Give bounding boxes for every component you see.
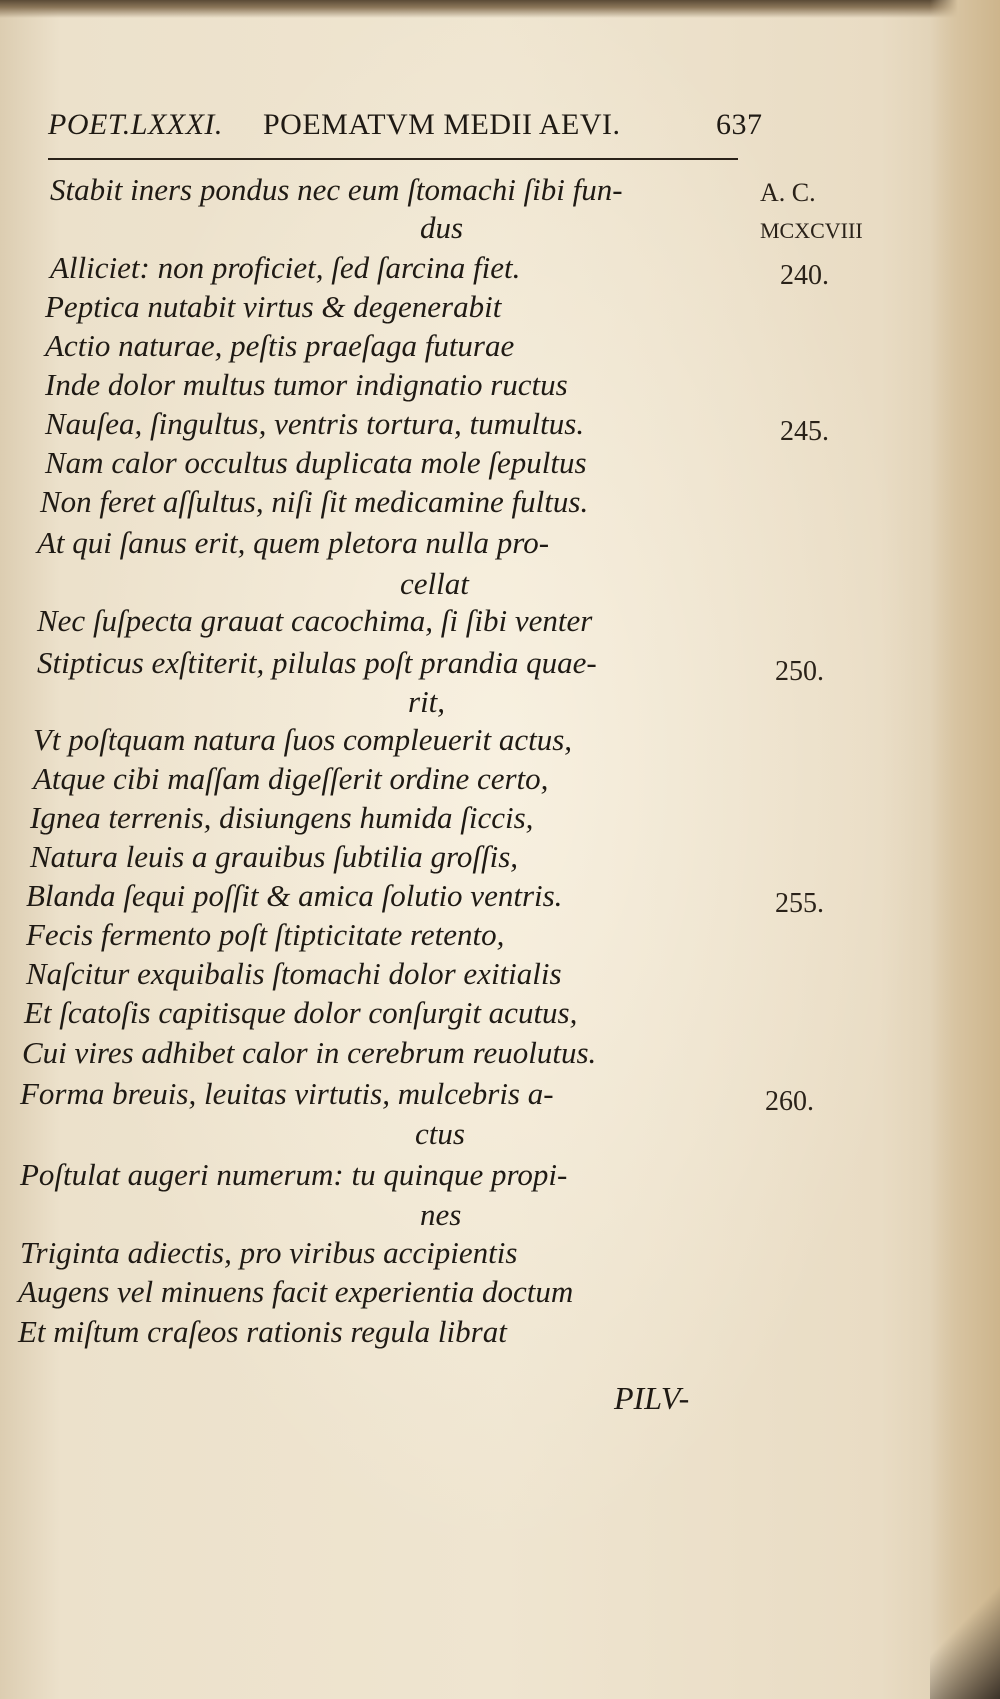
header-title: POEMATVM MEDII AEVI. bbox=[263, 108, 621, 141]
verse-line: Augens vel minuens facit experientia doctum bbox=[18, 1274, 574, 1309]
verse-line: Stabit iners pondus nec eum ſtomachi ſibi fun- bbox=[50, 172, 623, 207]
verse-line: Triginta adiectis, pro viribus accipientis bbox=[20, 1235, 518, 1270]
verse-line: Et miſtum craſeos rationis regula librat bbox=[18, 1314, 507, 1349]
verse-line: Cui vires adhibet calor in cerebrum reuolutus. bbox=[22, 1035, 597, 1070]
verse-line: Ignea terrenis, disiungens humida ſiccis, bbox=[30, 800, 534, 835]
line-number: 245. bbox=[780, 416, 829, 447]
verse-line: rit, bbox=[408, 684, 446, 719]
verse-line: Nec ſuſpecta grauat cacochima, ſi ſibi venter bbox=[37, 603, 593, 638]
header-rule bbox=[48, 158, 738, 160]
verse-line: Naſcitur exquibalis ſtomachi dolor exitialis bbox=[26, 956, 562, 991]
verse-line: Natura leuis a grauibus ſubtilia groſſis, bbox=[30, 839, 519, 874]
verse-line: Non feret aſſultus, niſi ſit medicamine fultus. bbox=[40, 484, 589, 519]
page-top-edge bbox=[0, 0, 1000, 18]
verse-line: At qui ſanus erit, quem pletora nulla pro- bbox=[37, 525, 550, 560]
verse-line: Actio naturae, peſtis praeſaga futurae bbox=[45, 328, 515, 363]
verse-line: Poſtulat augeri numerum: tu quinque propi- bbox=[20, 1157, 568, 1192]
page-right-edge bbox=[930, 0, 1000, 1699]
verse-line: Inde dolor multus tumor indignatio ructus bbox=[45, 367, 568, 402]
verse-line: Alliciet: non proficiet, ſed ſarcina fiet. bbox=[50, 250, 521, 285]
catchword: PILV- bbox=[614, 1380, 690, 1416]
verse-line: Et ſcatoſis capitisque dolor conſurgit acutus, bbox=[24, 995, 578, 1030]
margin-year: MCXCVIII bbox=[760, 218, 863, 243]
line-number: 255. bbox=[775, 888, 824, 919]
verse-line: cellat bbox=[400, 566, 469, 601]
verse-line: Vt poſtquam natura ſuos compleuerit actus, bbox=[33, 722, 573, 757]
verse-line: Nauſea, ſingultus, ventris tortura, tumultus. bbox=[45, 406, 585, 441]
verse-line: nes bbox=[420, 1197, 462, 1232]
header-section: POET.LXXXI. bbox=[48, 108, 223, 141]
verse-line: Forma breuis, leuitas virtutis, mulcebris a- bbox=[20, 1076, 554, 1111]
verse-line: Blanda ſequi poſſit & amica ſolutio ventris. bbox=[26, 878, 563, 913]
margin-era: A. C. bbox=[760, 178, 816, 207]
page-corner-shadow bbox=[930, 1579, 1000, 1699]
line-number: 260. bbox=[765, 1086, 814, 1117]
verse-line: Atque cibi maſſam digeſſerit ordine certo, bbox=[33, 761, 549, 796]
verse-line: Stipticus exſtiterit, pilulas poſt prandia quae- bbox=[37, 645, 597, 680]
verse-line: dus bbox=[420, 210, 464, 245]
line-number: 250. bbox=[775, 656, 824, 687]
verse-line: Peptica nutabit virtus & degenerabit bbox=[45, 289, 502, 324]
verse-line: ctus bbox=[415, 1116, 465, 1151]
line-number: 240. bbox=[780, 260, 829, 291]
running-header bbox=[48, 108, 763, 148]
page-number: 637 bbox=[716, 108, 763, 141]
verse-line: Nam calor occultus duplicata mole ſepultus bbox=[45, 445, 587, 480]
verse-line: Fecis fermento poſt ſtipticitate retento, bbox=[26, 917, 505, 952]
